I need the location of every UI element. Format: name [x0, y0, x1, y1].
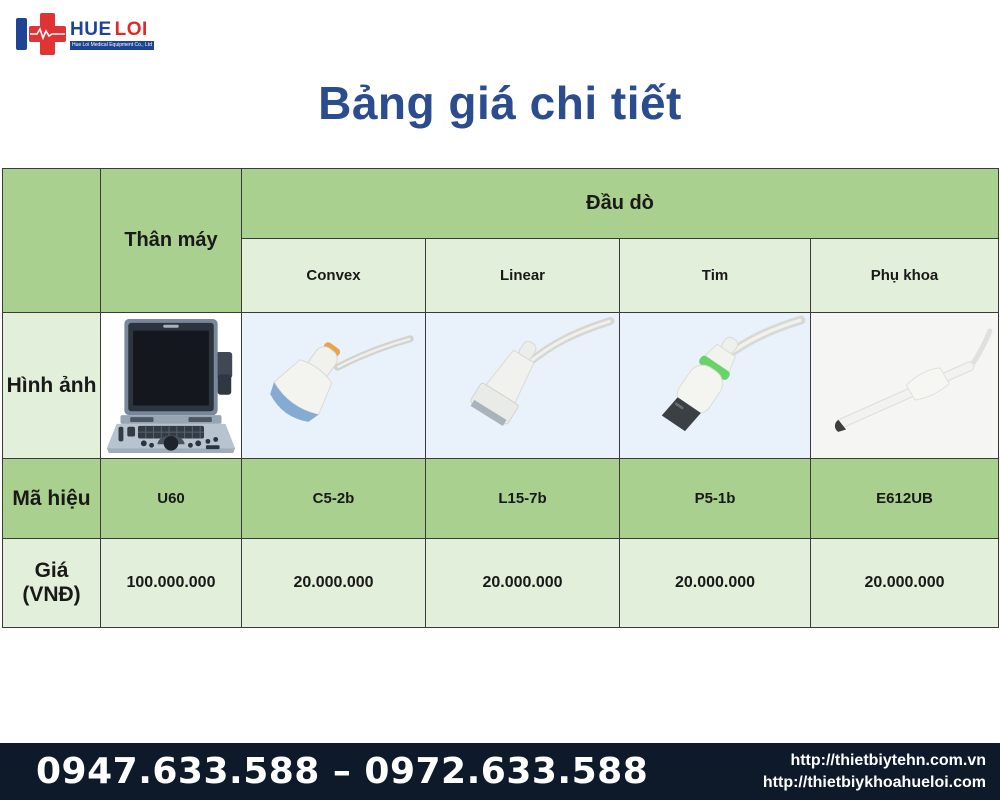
convex-probe-image [243, 315, 425, 457]
row-label-price: Giá (VNĐ) [3, 539, 101, 628]
table-corner-cell [3, 169, 101, 313]
row-label-model: Mã hiệu [3, 459, 101, 539]
logo-text-hue: HUE [70, 19, 112, 40]
heartbeat-line-icon [29, 26, 66, 42]
footer-phone-numbers: 0947.633.588 – 0972.633.588 [36, 751, 649, 792]
page-title: Bảng giá chi tiết [318, 77, 682, 129]
medical-cross-icon [31, 13, 65, 55]
price-table [2, 168, 999, 628]
header-probe-convex: Convex [242, 239, 426, 313]
header-probe-group: Đầu dò [242, 169, 999, 239]
cell-image-endocavity-probe [811, 313, 999, 459]
footer-url-1: http://thietbiytehn.com.vn [790, 751, 986, 769]
header-probe-gyn: Phụ khoa [811, 239, 999, 313]
logo-wordmark [70, 19, 148, 41]
header-probe-cardiac: Tim [620, 239, 811, 313]
ultrasound-machine-image [103, 315, 239, 457]
endocavity-probe-image [812, 315, 997, 457]
logo-blue-bar [16, 18, 27, 50]
logo-tagline: Hue Loi Medical Equipment Co., Ltd [71, 42, 153, 48]
footer-bar [0, 743, 1000, 800]
model-cardiac: P5-1b [620, 459, 811, 539]
price-cardiac: 20.000.000 [620, 539, 811, 628]
price-linear: 20.000.000 [426, 539, 620, 628]
model-gyn: E612UB [811, 459, 999, 539]
logo-text-loi: LOI [114, 19, 148, 40]
cardiac-probe-image [623, 315, 808, 457]
header-main-unit: Thân máy [101, 169, 242, 313]
price-machine: 100.000.000 [101, 539, 242, 628]
cell-image-convex-probe [242, 313, 426, 459]
model-linear: L15-7b [426, 459, 620, 539]
cell-image-cardiac-probe [620, 313, 811, 459]
price-gyn: 20.000.000 [811, 539, 999, 628]
row-label-image: Hình ảnh [3, 313, 101, 459]
cell-image-linear-probe [426, 313, 620, 459]
company-logo [16, 12, 156, 60]
model-convex: C5-2b [242, 459, 426, 539]
footer-websites [763, 750, 986, 793]
price-convex: 20.000.000 [242, 539, 426, 628]
footer-url-2: http://thietbiykhoahueloi.com [762, 773, 986, 791]
model-machine: U60 [101, 459, 242, 539]
cell-image-machine [101, 313, 242, 459]
linear-probe-image [429, 315, 617, 457]
header-probe-linear: Linear [426, 239, 620, 313]
